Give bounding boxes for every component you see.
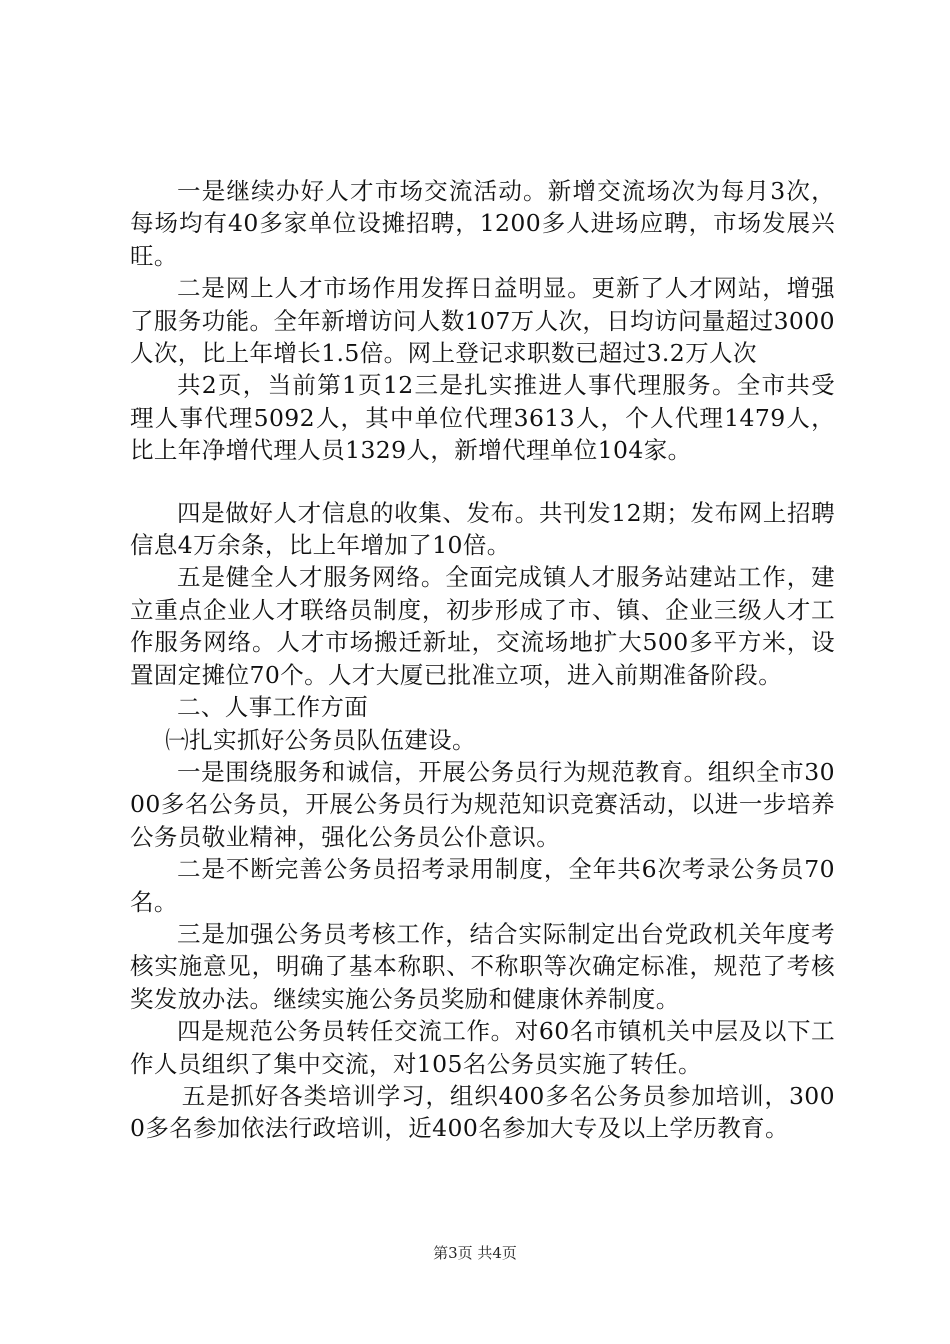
paragraph-talent-market-exchange: 一是继续办好人才市场交流活动。新增交流场次为每月3次，每场均有40多家单位设摊招聘，1200多人进场应聘，市场发展兴旺。	[130, 177, 835, 270]
paragraph-personnel-agency-service: 共2页，当前第1页12三是扎实推进人事代理服务。全市共受理人事代理5092人，其中单位代理3613人，个人代理1479人，比上年净增代理人员1329人，新增代理单位104家。	[130, 371, 835, 465]
document-body	[130, 175, 835, 1145]
paragraph-talent-service-network: 五是健全人才服务网络。全面完成镇人才服务站建站工作，建立重点企业人才联络员制度，初步形成了市、镇、企业三级人才工作服务网络。人才市场搬迁新址，交流场地扩大500多平方米，设置固定摊位70个。人才大厦已批准立项，进入前期准备阶段。	[130, 563, 835, 689]
paragraph-online-talent-market: 二是网上人才市场作用发挥日益明显。更新了人才网站，增强了服务功能。全年新增访问人数107万人次，日均访问量超过3000人次，比上年增长1.5倍。网上登记求职数已超过3.2万人次	[130, 274, 835, 368]
paragraph-recruitment-system: 二是不断完善公务员招考录用制度，全年共6次考录公务员70名。	[130, 855, 835, 916]
page-number-label: 第3页 共4页	[433, 1244, 517, 1262]
subsection-heading-civil-servant-team: ㈠扎实抓好公务员队伍建设。	[165, 725, 476, 754]
page-footer	[0, 1243, 950, 1263]
paragraph-talent-information: 四是做好人才信息的收集、发布。共刊发12期；发布网上招聘信息4万余条，比上年增加了10倍。	[130, 498, 835, 560]
section-heading-personnel-work: 二、人事工作方面	[177, 693, 369, 722]
paragraph-assessment-work: 三是加强公务员考核工作，结合实际制定出台党政机关年度考核实施意见，明确了基本称职、不称职等次确定标准，规范了考核奖发放办法。继续实施公务员奖励和健康休养制度。	[130, 919, 835, 1013]
paragraph-conduct-education: 一是围绕服务和诚信，开展公务员行为规范教育。组织全市3000多名公务员，开展公务员行为规范知识竞赛活动，以进一步培养公务员敬业精神，强化公务员公仆意识。	[130, 757, 835, 851]
paragraph-transfer-exchange: 四是规范公务员转任交流工作。对60名市镇机关中层及以下工作人员组织了集中交流，对105名公务员实施了转任。	[130, 1017, 835, 1078]
paragraph-training-study: 五是抓好各类培训学习，组织400多名公务员参加培训，3000多名参加依法行政培训，近400名参加大专及以上学历教育。	[130, 1081, 835, 1143]
